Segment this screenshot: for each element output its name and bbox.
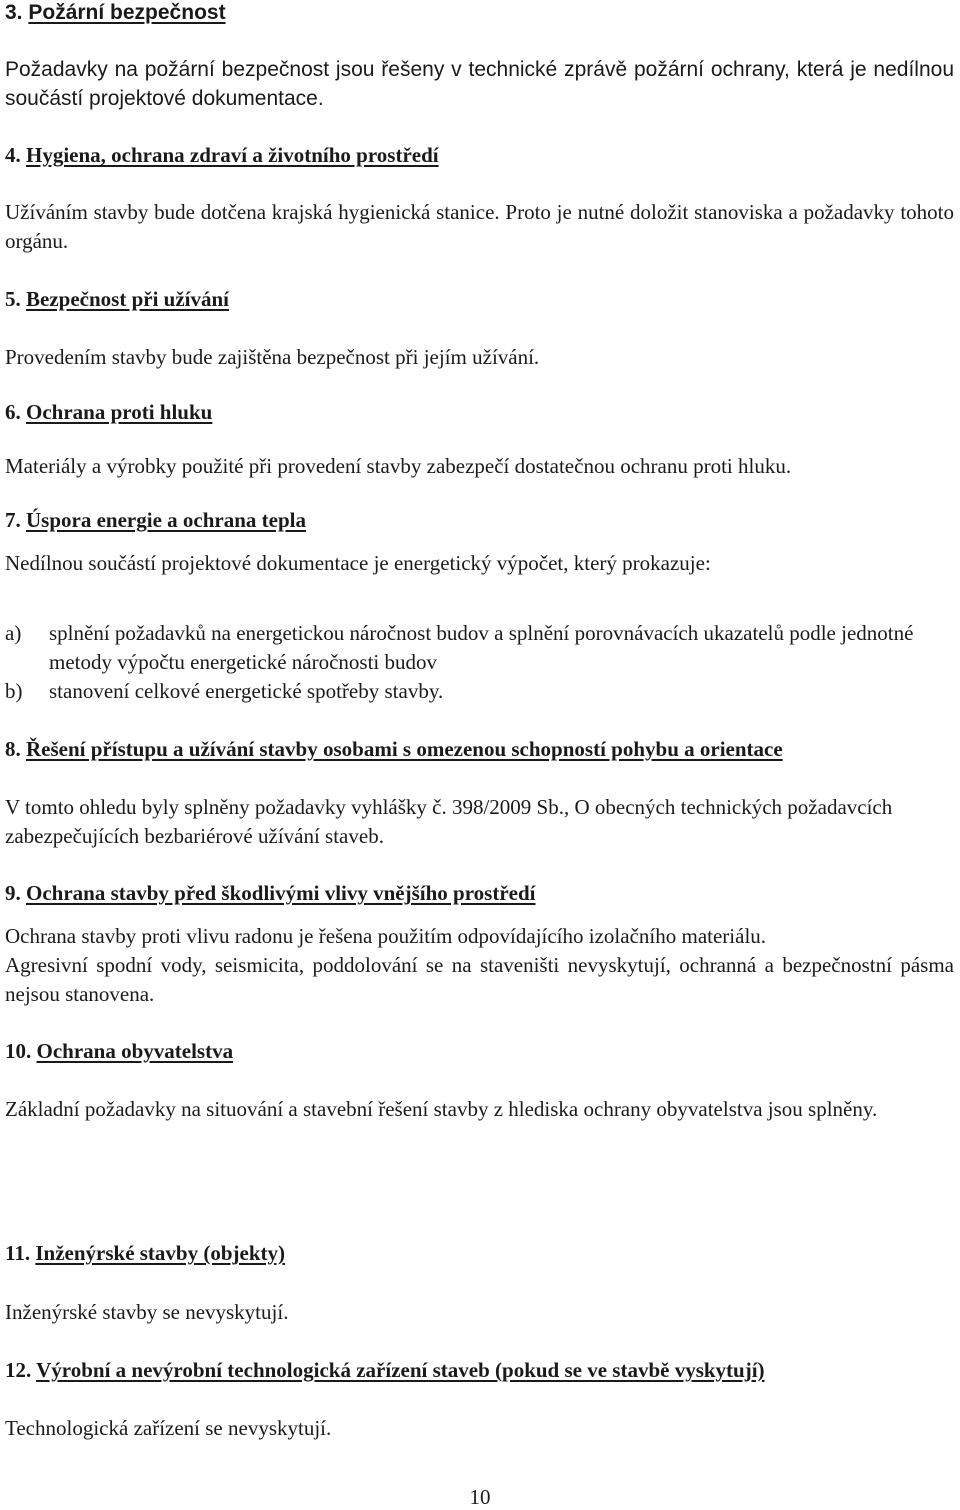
- section-12-text: Technologická zařízení se nevyskytují.: [5, 1416, 332, 1440]
- section-7-heading: [5, 506, 954, 535]
- section-title: Ochrana proti hluku: [26, 400, 213, 424]
- section-number: 9.: [5, 881, 21, 905]
- list-item-text: splnění požadavků na energetickou náročnost budov a splnění porovnávacích ukazatelů podle jednotné metody výpočtu energetické náročnosti budov: [49, 621, 914, 674]
- section-title: Řešení přístupu a užívání stavby osobami s omezenou schopností pohybu a orientace: [26, 737, 783, 761]
- page-number: 10: [469, 1485, 491, 1509]
- section-10-text: Základní požadavky na situování a stavební řešení stavby z hlediska ochrany obyvatelstva jsou splněny.: [5, 1097, 878, 1121]
- section-title: Hygiena, ochrana zdraví a životního prostředí: [26, 143, 439, 167]
- section-8-heading: [5, 735, 954, 764]
- list-item-a: [5, 619, 954, 677]
- section-number: 3.: [5, 1, 23, 24]
- section-title: Bezpečnost při užívání: [26, 287, 229, 311]
- section-number: 5.: [5, 287, 21, 311]
- section-title: Inženýrské stavby (objekty): [35, 1241, 286, 1265]
- section-12-heading: [5, 1356, 954, 1385]
- section-6-heading: [5, 398, 954, 427]
- section-number: 8.: [5, 737, 21, 761]
- section-title: Požární bezpečnost: [28, 1, 226, 24]
- section-number: 7.: [5, 508, 21, 532]
- section-title: Úspora energie a ochrana tepla: [26, 508, 306, 532]
- section-5-text: Provedením stavby bude zajištěna bezpečnost při jejím užívání.: [5, 345, 540, 369]
- section-11-text: Inženýrské stavby se nevyskytují.: [5, 1300, 289, 1324]
- section-9-text-1: Ochrana stavby proti vlivu radonu je řešena použitím odpovídajícího izolačního materiálu.: [5, 924, 767, 948]
- section-4-heading: [5, 141, 954, 170]
- section-title: Ochrana stavby před škodlivými vlivy vnějšího prostředí: [26, 881, 536, 905]
- list-marker: a): [5, 621, 22, 645]
- list-item-text: stanovení celkové energetické spotřeby stavby.: [49, 679, 444, 703]
- section-6-text: Materiály a výrobky použité při provedení stavby zabezpečí dostatečnou ochranu proti hluku.: [5, 454, 792, 478]
- section-9-heading: [5, 879, 954, 908]
- section-8-text: V tomto ohledu byly splněny požadavky vyhlášky č. 398/2009 Sb., O obecných technických požadavcích zabezpečujících bezbariérové užívání staveb.: [5, 795, 893, 848]
- section-number: 12.: [5, 1358, 32, 1382]
- section-number: 6.: [5, 400, 21, 424]
- section-7-text: Nedílnou součástí projektové dokumentace je energetický výpočet, který prokazuje:: [5, 551, 711, 575]
- list-item-b: [5, 677, 954, 706]
- section-9-text-2: Agresivní spodní vody, seismicita, poddolování se na staveništi nevyskytují, ochranná a bezpečnostní pásma nejsou stanovena.: [5, 953, 954, 1006]
- section-4-text: Užíváním stavby bude dotčena krajská hygienická stanice. Proto je nutné doložit stanoviska a požadavky tohoto orgánu.: [5, 200, 954, 253]
- section-3-text: Požadavky na požární bezpečnost jsou řešeny v technické zprávě požární ochrany, která je nedílnou součástí projektové dokumentace.: [5, 58, 954, 110]
- section-11-heading: [5, 1239, 954, 1268]
- section-3-heading: [5, 0, 954, 27]
- section-title: Výrobní a nevýrobní technologická zařízení staveb (pokud se ve stavbě vyskytují): [36, 1358, 765, 1382]
- section-10-heading: [5, 1037, 954, 1066]
- section-title: Ochrana obyvatelstva: [36, 1039, 234, 1063]
- section-number: 4.: [5, 143, 21, 167]
- section-number: 11.: [5, 1241, 31, 1265]
- section-number: 10.: [5, 1039, 32, 1063]
- section-5-heading: [5, 285, 954, 314]
- list-marker: b): [5, 679, 23, 703]
